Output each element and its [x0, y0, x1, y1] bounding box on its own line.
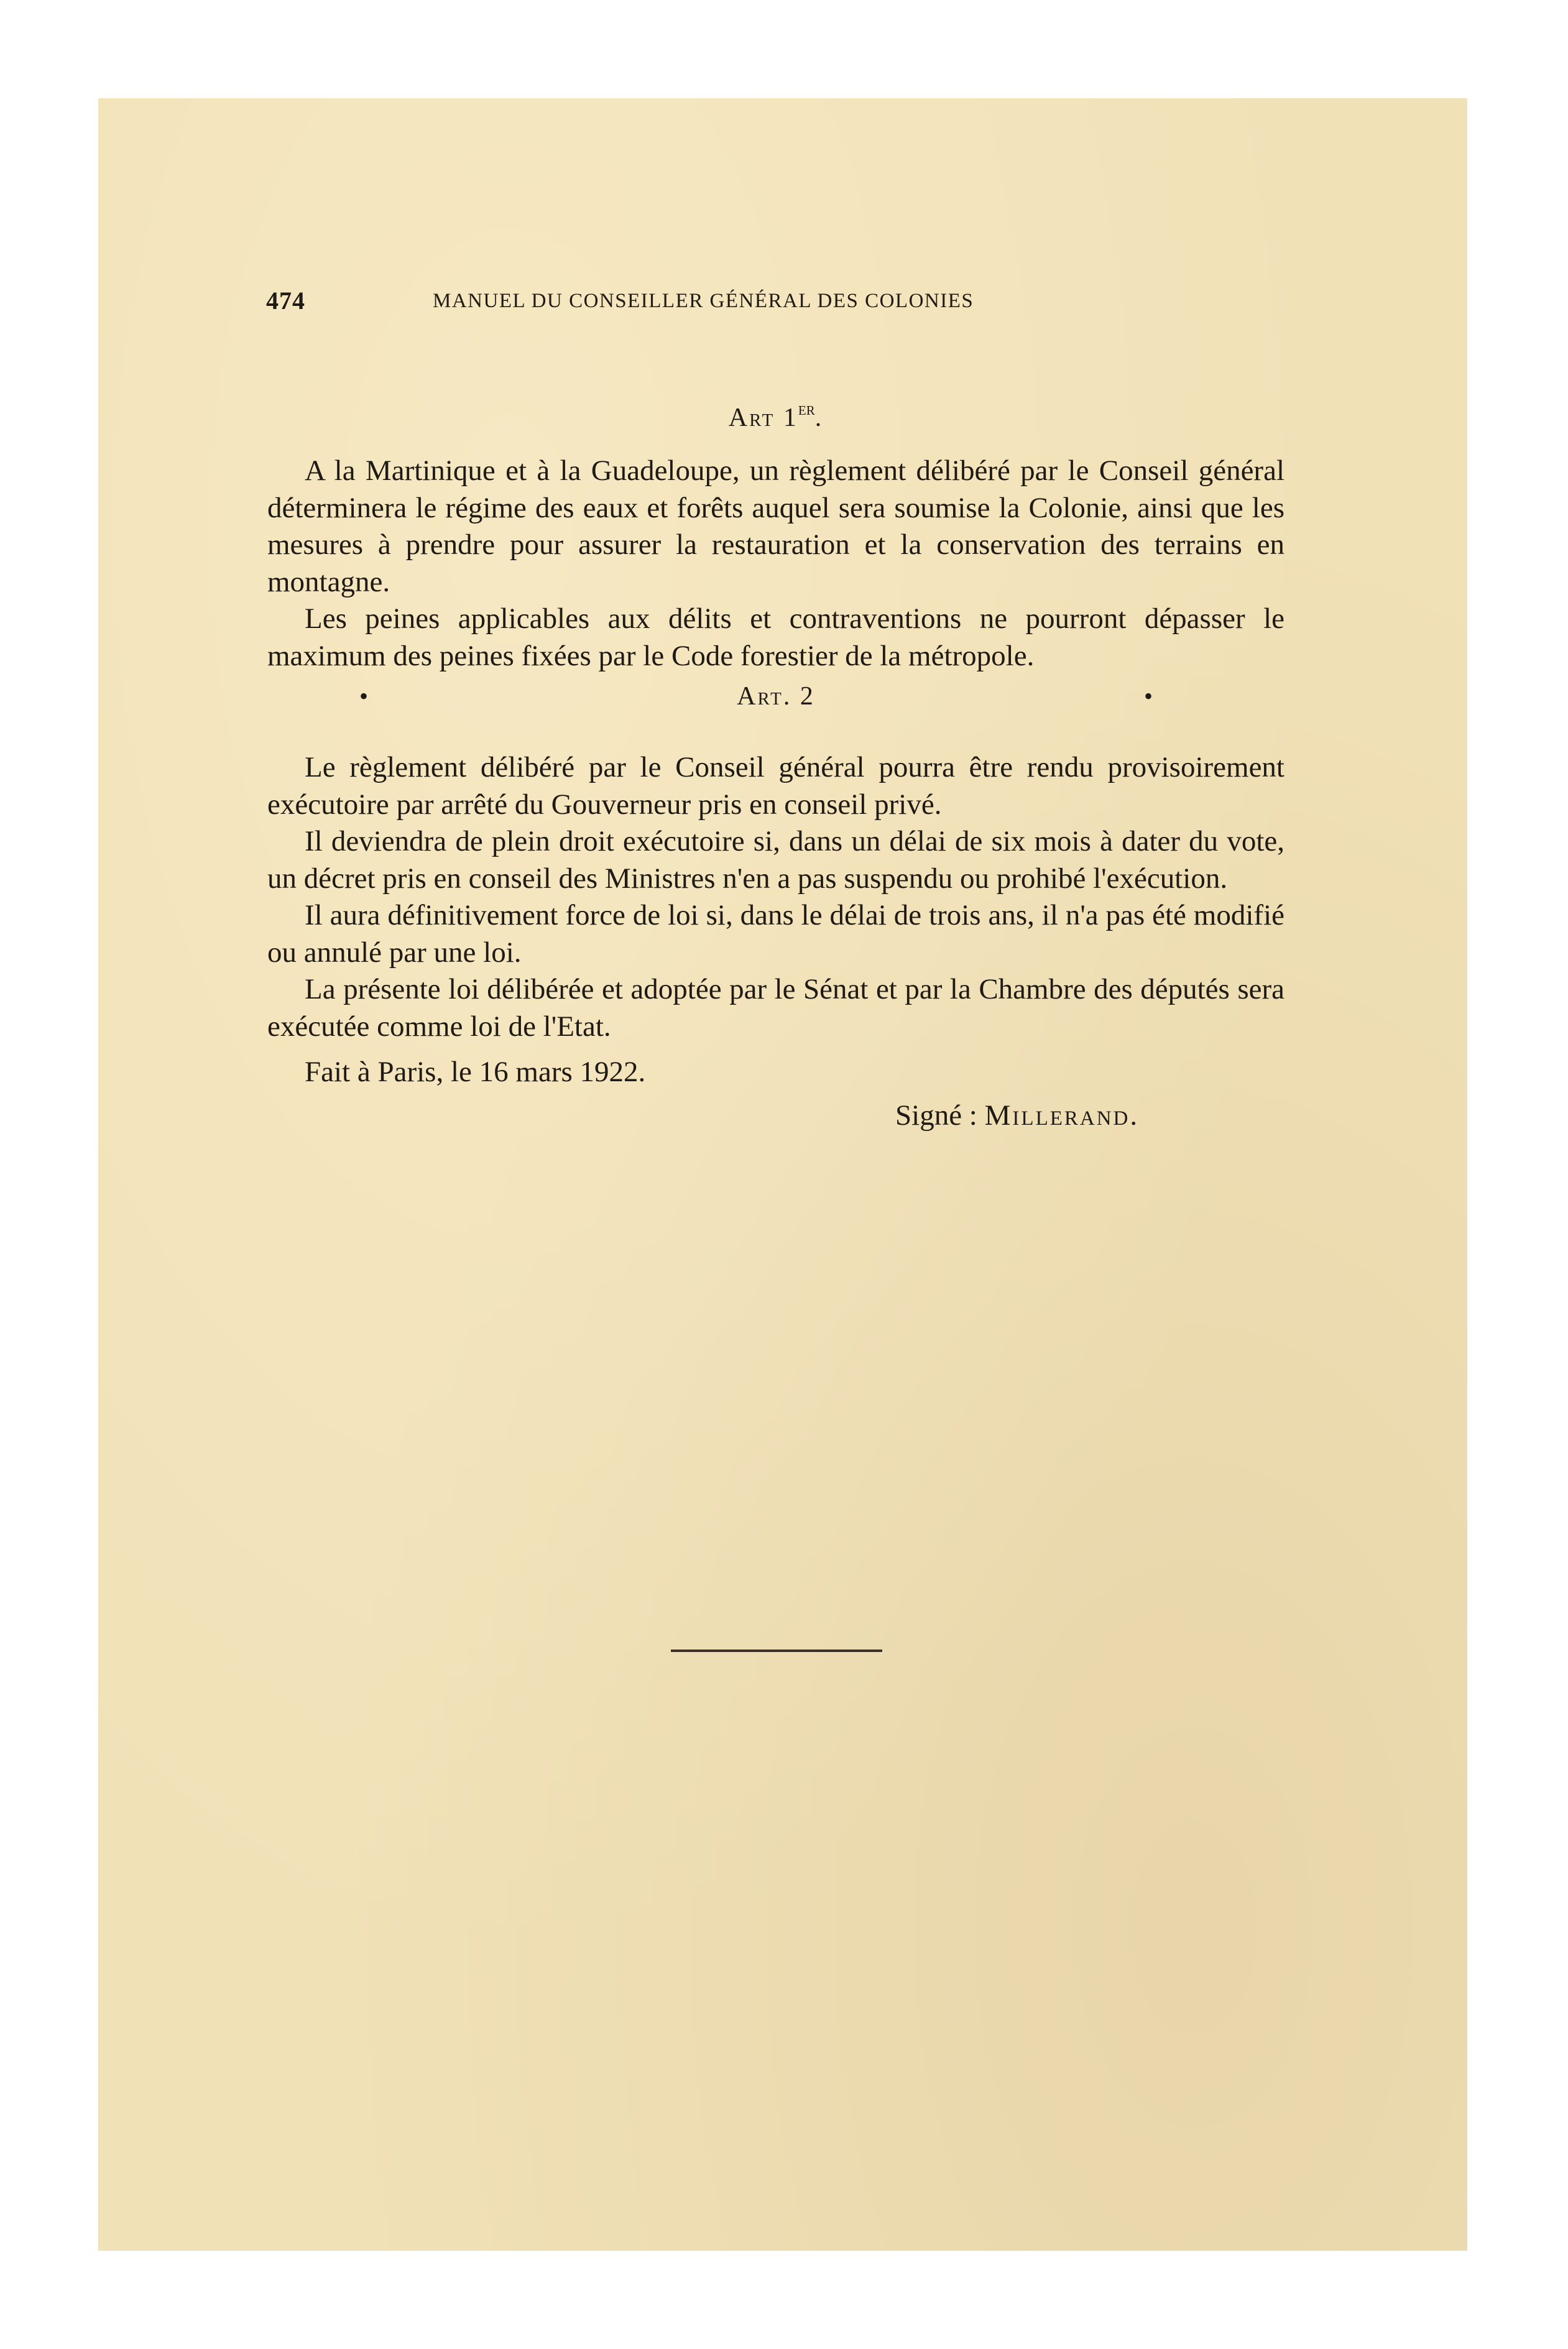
document-body	[267, 381, 1284, 1134]
article-2-heading	[267, 675, 1284, 749]
article-1-paragraph: Les peines applicables aux délits et contraventions ne pourront dépasser le maximum des peines fixées par le Code forestier de la métropole.	[267, 602, 1284, 672]
end-rule-divider	[671, 1650, 882, 1652]
article-1-paragraph: A la Martinique et à la Guadeloupe, un règlement délibéré par le Conseil général déterminera le régime des eaux et forêts auquel sera soumise la Colonie, ainsi que les mesures à prendre pour assurer la restauration et la conservation des terrains en montagne.	[267, 455, 1284, 598]
article-2-paragraph: Le règlement délibéré par le Conseil général pourra être rendu provisoirement exécutoire par arrêté du Gouverneur pris en conseil privé.	[267, 751, 1284, 821]
article-2-paragraph: Il aura définitivement force de loi si, dans le délai de trois ans, il n'a pas été modifié ou annulé par une loi.	[267, 899, 1284, 969]
signature-label: Signé :	[895, 1099, 977, 1132]
article-1-heading-period: .	[814, 404, 824, 432]
stray-mark: •	[1144, 682, 1155, 710]
document-page	[98, 98, 1467, 2251]
signature-line	[267, 1097, 1284, 1135]
page-number: 474	[266, 287, 305, 315]
stray-mark: •	[359, 682, 371, 710]
article-1-heading-superscript: er	[798, 399, 815, 419]
article-2-paragraph: Il deviendra de plein droit exécutoire si, dans un délai de six mois à dater du vote, un décret pris en conseil des Ministres n'en a pas suspendu ou prohibé l'exécution.	[267, 825, 1284, 895]
book-title: MANUEL DU CONSEILLER GÉNÉRAL DES COLONIES	[433, 290, 974, 312]
signature-name: Millerand.	[984, 1099, 1140, 1132]
article-1-heading	[267, 381, 1284, 453]
article-2-heading-text: Art. 2	[737, 682, 815, 711]
running-head	[266, 286, 1286, 323]
article-1-heading-text: Art 1	[728, 404, 798, 432]
date-line: Fait à Paris, le 16 mars 1922.	[305, 1056, 646, 1088]
article-2-paragraph: La présente loi délibérée et adoptée par le Sénat et par la Chambre des députés sera exécutée comme loi de l'Etat.	[267, 973, 1284, 1043]
